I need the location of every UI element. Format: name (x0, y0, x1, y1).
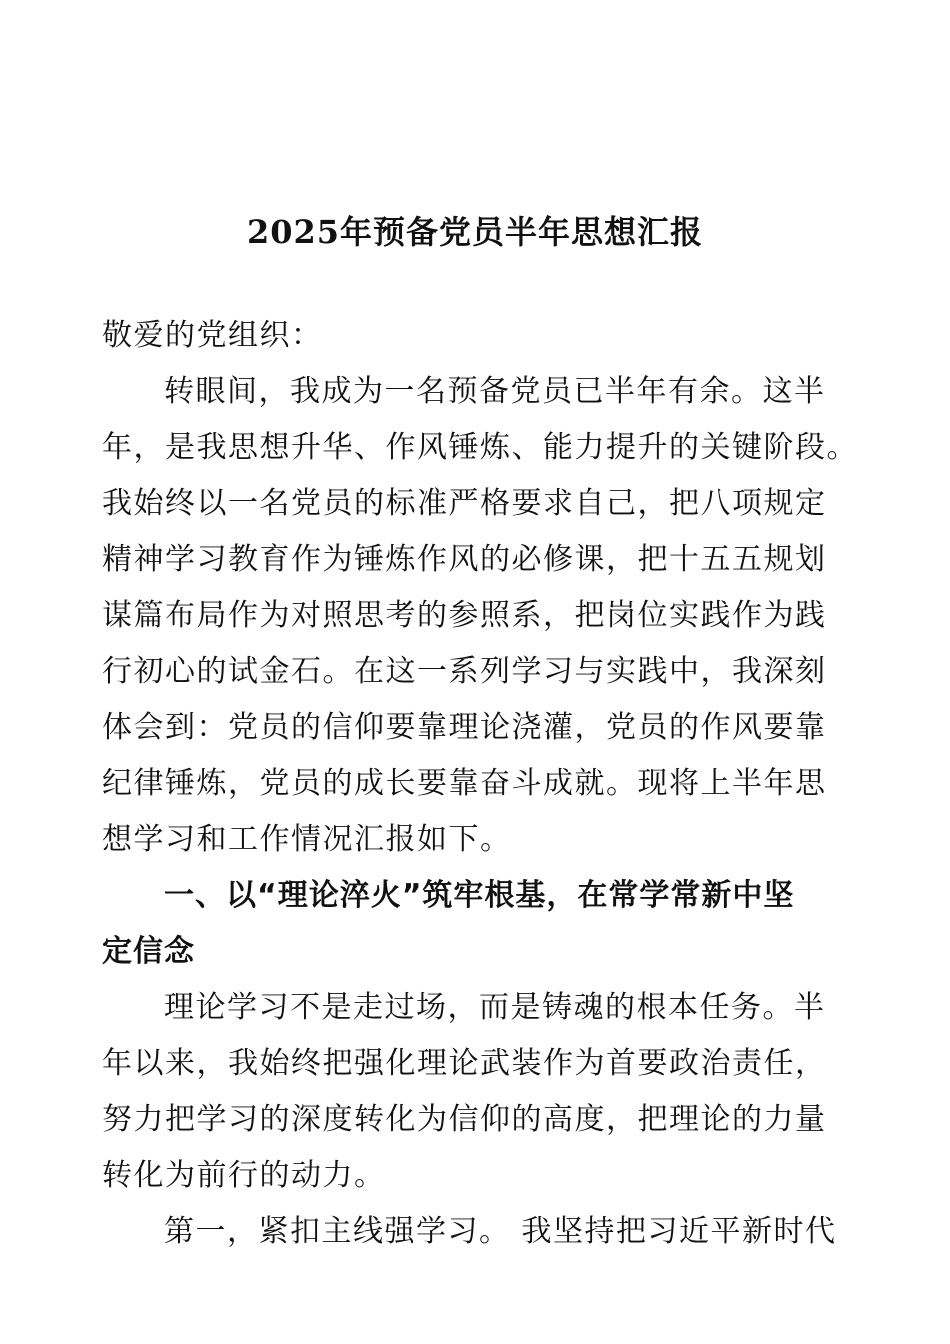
paragraph-line: 努力把学习的深度转化为信仰的高度，把理论的力量 (102, 1102, 827, 1137)
salutation: 敬爱的党组织： (102, 318, 323, 353)
document-title: 2025年预备党员半年思想汇报 (246, 213, 704, 251)
paragraph-line: 体会到：党员的信仰要靠理论浇灌，党员的作风要靠 (102, 710, 827, 745)
paragraph-line: 纪律锤炼，党员的成长要靠奋斗成就。现将上半年思 (102, 766, 827, 801)
paragraph-line: 年，是我思想升华、作风锤炼、能力提升的关键阶段。 (102, 430, 858, 465)
paragraph-line: 行初心的试金石。在这一系列学习与实践中，我深刻 (102, 654, 827, 689)
paragraph-line: 年以来，我始终把强化理论武装作为首要政治责任， (102, 1046, 827, 1081)
section-heading: 一、以“理论淬火”筑牢根基，在常学常新中坚 (164, 878, 795, 913)
paragraph-line: 第一，紧扣主线强学习。 我坚持把习近平新时代 (164, 1214, 837, 1249)
paragraph-line: 我始终以一名党员的标准严格要求自己，把八项规定 (102, 486, 827, 521)
document-body (102, 308, 858, 1260)
paragraph-line: 转化为前行的动力。 (102, 1158, 386, 1193)
section-heading: 定信念 (102, 934, 195, 969)
paragraph-line: 转眼间，我成为一名预备党员已半年有余。这半 (164, 374, 826, 409)
paragraph-line: 谋篇布局作为对照思考的参照系，把岗位实践作为践 (102, 598, 827, 633)
paragraph-line: 精神学习教育作为锤炼作风的必修课，把十五五规划 (102, 542, 827, 577)
paragraph-line: 理论学习不是走过场，而是铸魂的根本任务。半 (164, 990, 826, 1025)
paragraph-line: 想学习和工作情况汇报如下。 (102, 822, 512, 857)
